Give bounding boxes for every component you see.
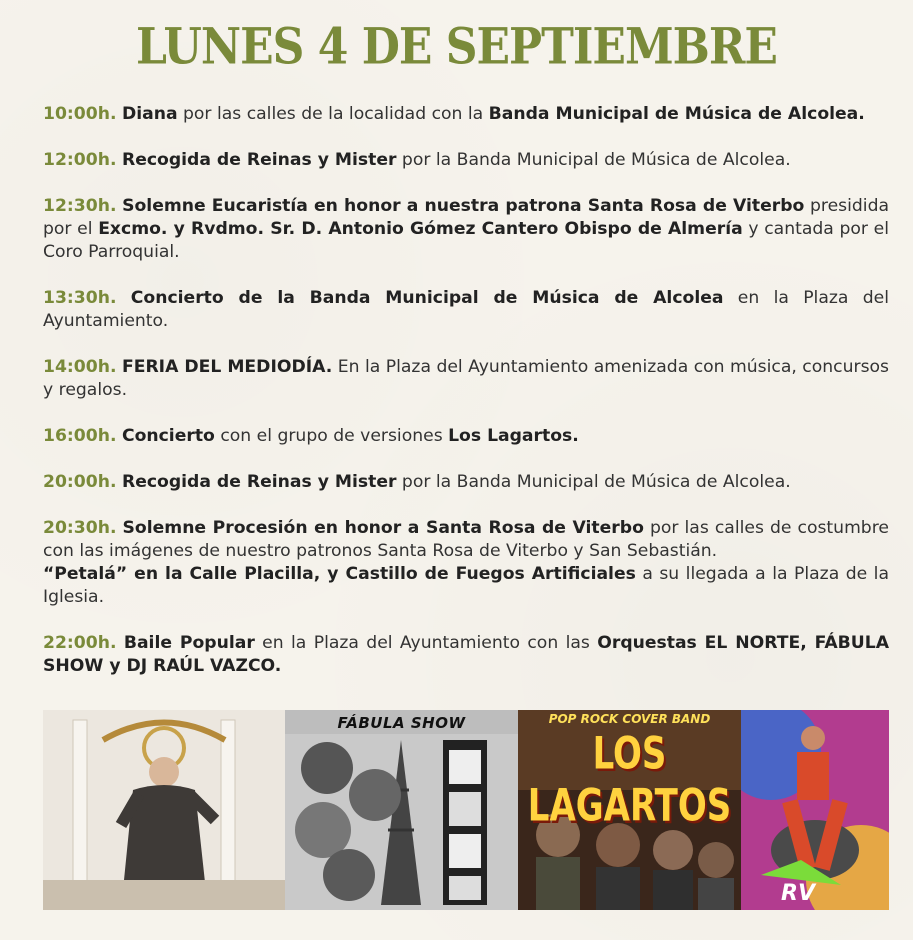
schedule-text: por las calles de costumbre con las imágenes de nuestro patronos Santa Rosa de Viterbo y San Sebastián. (43, 518, 889, 561)
page-title: LUNES 4 DE SEPTIEMBRE (136, 18, 777, 77)
schedule-highlight-text: Solemne Procesión en honor a Santa Rosa de Viterbo (122, 518, 644, 538)
schedule-item (43, 356, 889, 402)
schedule-highlight-text: Orquestas EL NORTE, FÁBULA SHOW y DJ RAÚL VAZCO. (43, 633, 889, 676)
schedule-highlight-text: Baile Popular (123, 633, 255, 653)
schedule-list (43, 103, 889, 701)
schedule-highlight-text: “Petalá” en la Calle Placilla, y Castillo de Fuegos Artificiales (43, 564, 636, 584)
schedule-time: 10:00h. (43, 104, 117, 124)
schedule-item (43, 195, 889, 264)
schedule-item (43, 425, 889, 448)
schedule-highlight-text: Los Lagartos. (448, 426, 579, 446)
schedule-time: 14:00h. (43, 357, 117, 377)
fabula-show-label: FÁBULA SHOW (337, 714, 466, 732)
schedule-time: 20:00h. (43, 472, 117, 492)
fabula-show-poster (285, 710, 518, 910)
schedule-item (43, 517, 889, 609)
schedule-text: en la Plaza del Ayuntamiento con las (254, 633, 598, 653)
schedule-highlight-text: Concierto de la Banda Municipal de Música de Alcolea (130, 288, 724, 308)
schedule-highlight-text: Recogida de Reinas y Mister (121, 150, 397, 170)
schedule-text: en la Plaza del Ayuntamiento. (43, 288, 889, 331)
photo-strip (43, 710, 889, 910)
schedule-highlight-text: Diana (121, 104, 178, 124)
schedule-text: por las calles de la localidad con la (177, 104, 489, 124)
schedule-highlight-text: Excmo. y Rvdmo. Sr. D. Antonio Gómez Cantero Obispo de Almería (98, 219, 743, 239)
los-lagartos-tagline: POP ROCK COVER BAND (548, 712, 711, 726)
los-lagartos-logo: LOS LAGARTOS (527, 728, 732, 832)
schedule-item (43, 103, 889, 126)
schedule-time: 16:00h. (43, 426, 117, 446)
schedule-time: 13:30h. (43, 288, 117, 308)
los-lagartos-poster (518, 710, 741, 910)
schedule-item (43, 632, 889, 678)
dj-illustration (741, 710, 889, 910)
schedule-time: 12:00h. (43, 150, 117, 170)
schedule-time: 22:00h. (43, 633, 117, 653)
schedule-highlight-text: FERIA DEL MEDIODÍA. (121, 357, 333, 377)
schedule-text: por la Banda Municipal de Música de Alcolea. (396, 472, 791, 492)
saint-statue-photo (43, 710, 285, 910)
schedule-text: por la Banda Municipal de Música de Alcolea. (396, 150, 791, 170)
schedule-time: 20:30h. (43, 518, 117, 538)
schedule-item (43, 471, 889, 494)
schedule-text: y cantada por el Coro Parroquial. (43, 219, 889, 262)
schedule-text: a su llegada a la Plaza de la Iglesia. (43, 564, 889, 607)
schedule-item (43, 149, 889, 172)
schedule-highlight-text: Concierto (121, 426, 215, 446)
dj-raul-vazco-poster (741, 710, 889, 910)
schedule-text: presidida por el (43, 196, 890, 239)
rv-logo: RV (781, 881, 815, 906)
saint-statue-illustration (43, 710, 285, 910)
schedule-item (43, 287, 889, 333)
schedule-highlight-text: Recogida de Reinas y Mister (121, 472, 397, 492)
schedule-highlight-text: Solemne Eucaristía en honor a nuestra patrona Santa Rosa de Viterbo (122, 196, 805, 216)
schedule-text: En la Plaza del Ayuntamiento amenizada con música, concursos y regalos. (43, 357, 890, 400)
schedule-text: con el grupo de versiones (214, 426, 449, 446)
schedule-highlight-text: Banda Municipal de Música de Alcolea. (488, 104, 865, 124)
schedule-time: 12:30h. (43, 196, 117, 216)
fabula-show-illustration (285, 710, 518, 910)
